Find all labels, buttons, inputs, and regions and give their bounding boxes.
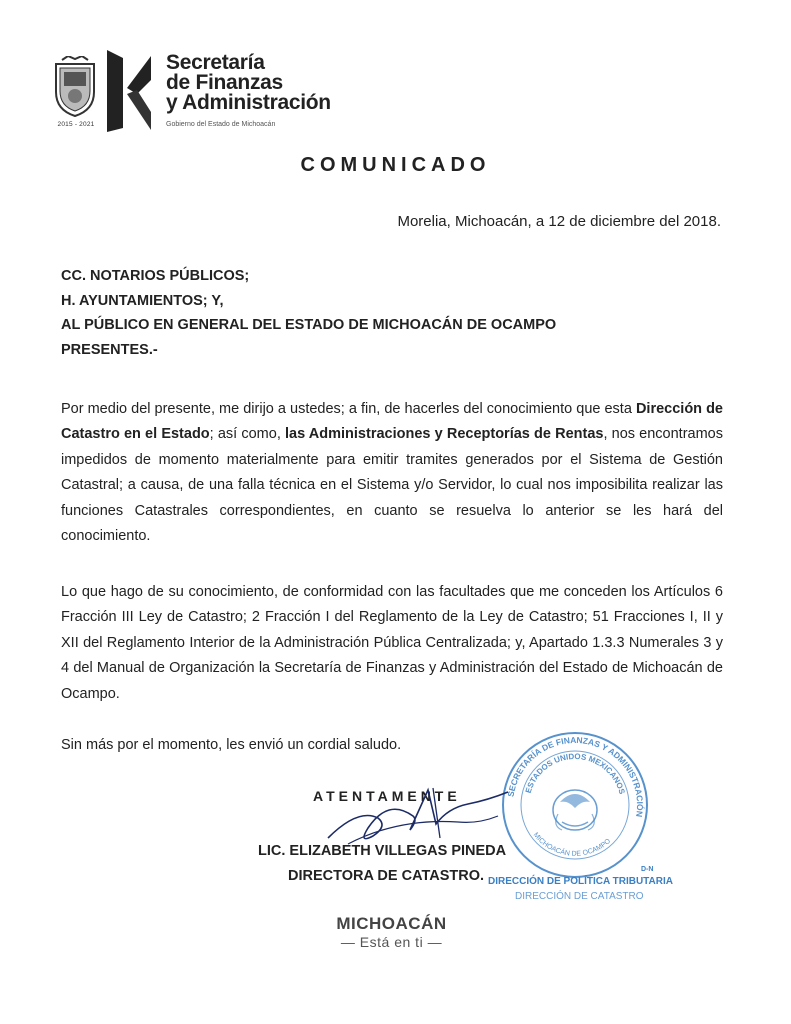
document-title: COMUNICADO [300, 154, 491, 176]
signer-name: LIC. ELIZABETH VILLEGAS PINEDA [258, 843, 507, 859]
addressee-line: CC. NOTARIOS PÚBLICOS; [61, 268, 250, 284]
catastro-emphasis: Dirección de Catastro en el Estado [61, 401, 723, 443]
svg-text:ESTADOS UNIDOS MEXICANOS [524, 752, 627, 796]
seal-code: D-N [641, 866, 654, 873]
closing-word: ATENTAMENTE [313, 788, 461, 804]
finance-secretariat-logo-icon [107, 50, 153, 132]
organization-subtitle: Gobierno del Estado de Michoacán [166, 121, 276, 128]
rentas-emphasis: las Administraciones y Receptorías de Rentas [285, 426, 604, 443]
footer-tagline: — Está en ti — [340, 934, 443, 950]
state-coat-of-arms-icon [52, 56, 98, 118]
organization-name: Secretaría de Finanzas y Administración [166, 51, 331, 114]
document-date: Morelia, Michoacán, a 12 de diciembre del 2018. [397, 213, 721, 230]
addressee-line: AL PÚBLICO EN GENERAL DEL ESTADO DE MICHOACÁN DE OCAMPO [61, 317, 557, 333]
footer-brand: MICHOACÁN [336, 914, 447, 933]
administration-years: 2015 - 2021 [57, 121, 95, 128]
body-paragraph-1: Por medio del presente, me dirijo a ustedes; a fin, de hacerles del conocimiento que esta Dirección de Catastro en el Estado; así como, las Administraciones y Receptorías de Rentas, nos encontramos impedidos de momento materialmente para emitir tramites generados por el Sistema de Gestión Catastral; a causa, de una falla técnica en el Sistema y/o Servidor, lo cual nos imposibilita realizar las funciones Catastrales correspondientes, en cuanto se resuelva lo anterior se les hará del conocimiento. [61, 401, 724, 545]
body-paragraph-3: Sin más por el momento, les envió un cordial saludo. [61, 737, 402, 753]
seal-inner-text: ESTADOS UNIDOS MEXICANOS [523, 751, 627, 796]
official-seal-icon [500, 730, 650, 880]
svg-text:MICHOACÁN DE OCAMPO [532, 832, 613, 858]
addressee-line: H. AYUNTAMIENTOS; Y, [61, 292, 224, 309]
addressee-line: PRESENTES.- [61, 341, 158, 358]
stamp-subdepartment: DIRECCIÓN DE CATASTRO [515, 891, 644, 902]
addressee-block [61, 264, 556, 362]
stamp-department: DIRECCIÓN DE POLÍTICA TRIBUTARIA [488, 876, 673, 887]
body-paragraph-2: Lo que hago de su conocimiento, de conformidad con las facultades que me conceden los Artículos 6 Fracción III Ley de Catastro; 2 Fracción I del Reglamento de la Ley de Catastro; 51 Fracciones I, II y XII del Reglamento Interior de la Administración Pública Centralizada; y, Apartado 1.3.3 Numerales 3 y 4 del Manual de Organización la Secretaría de Finanzas y Administración del Estado de Michoacán de Ocampo. [61, 584, 723, 702]
seal-ring-text: SECRETARÍA DE FINANZAS Y ADMINISTRACIÓN [505, 734, 646, 818]
seal-bottom-text: MICHOACÁN DE OCAMPO [531, 831, 613, 858]
signer-title: DIRECTORA DE CATASTRO. [288, 868, 485, 884]
